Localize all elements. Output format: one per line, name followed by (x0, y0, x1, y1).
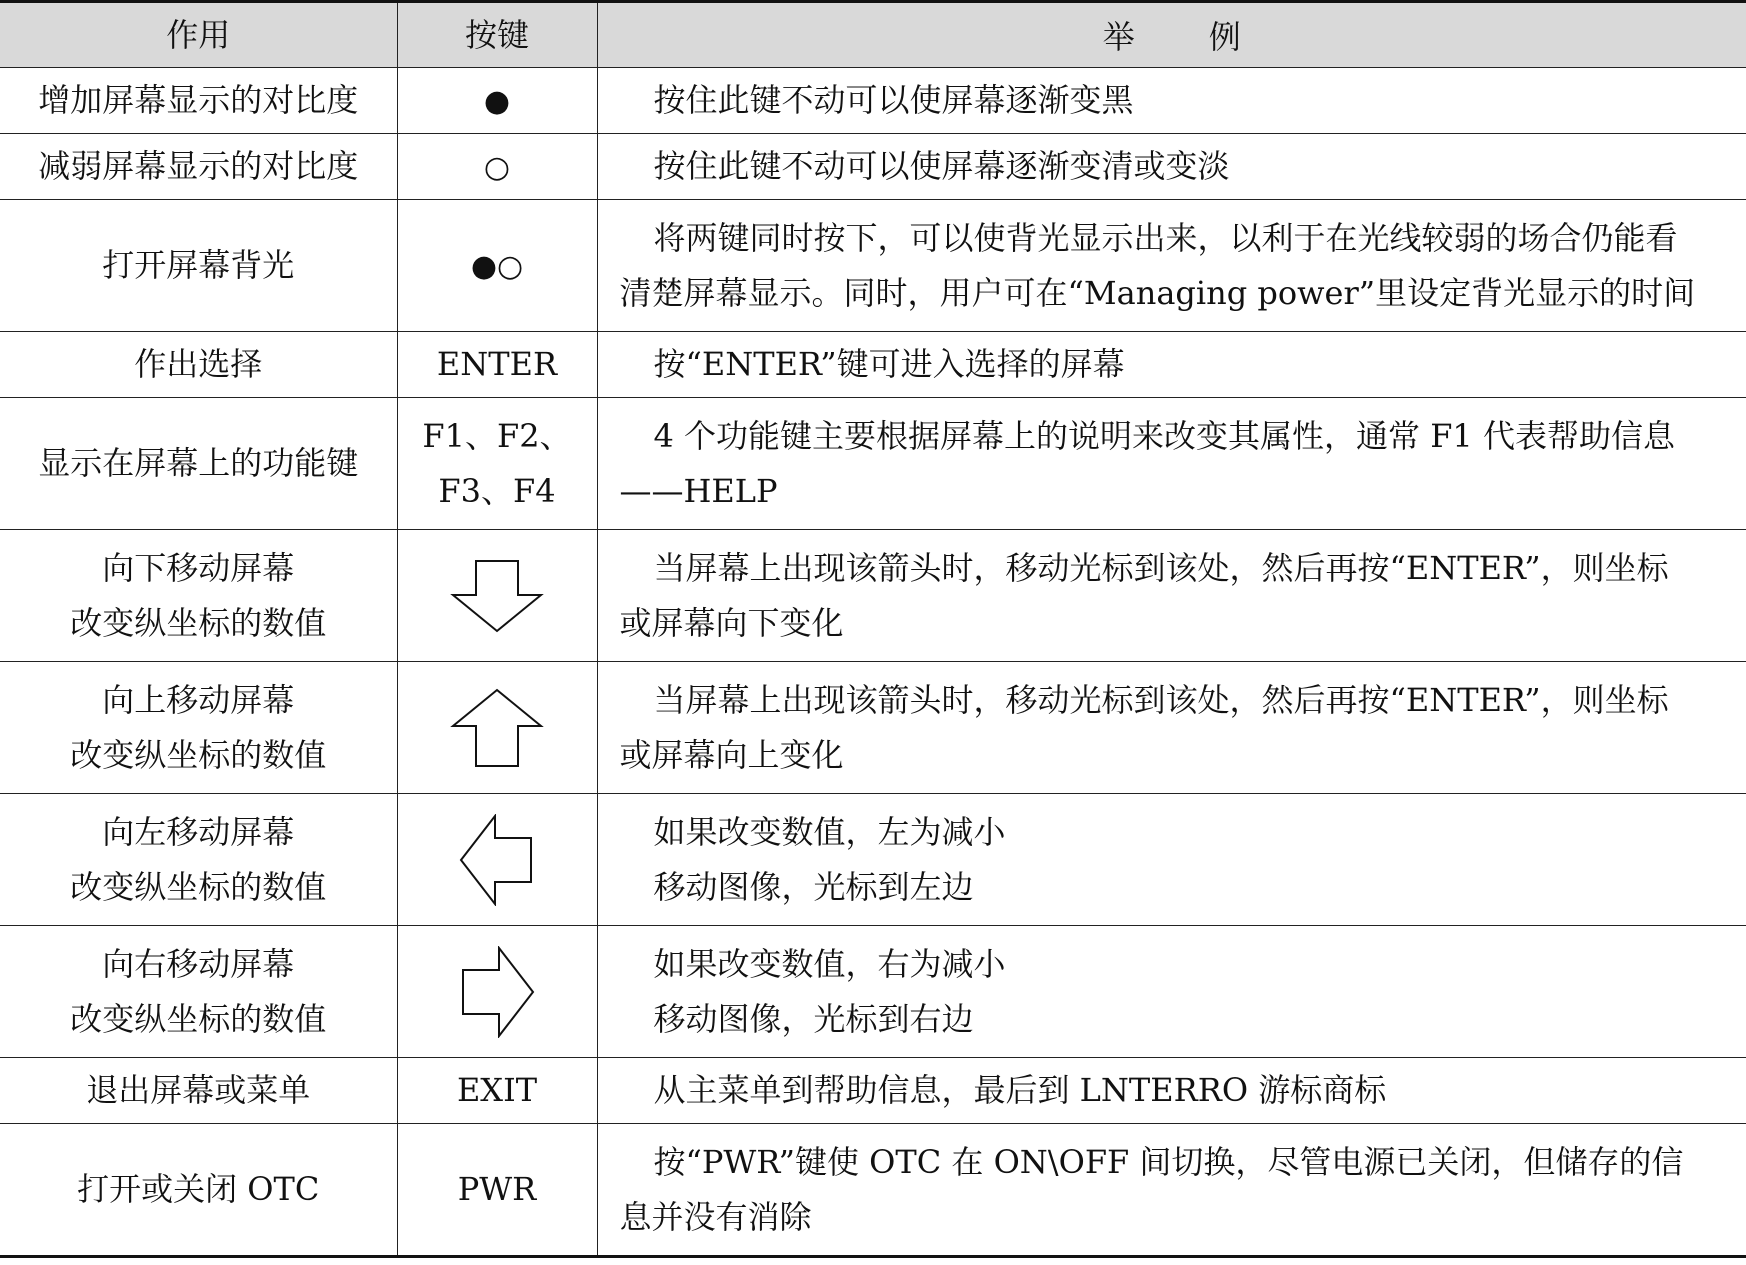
function-text: 打开屏幕背光 (102, 246, 295, 284)
table-row (0, 398, 1746, 530)
function-text-line-2: 改变纵坐标的数值 (70, 603, 327, 642)
function-cell (0, 662, 397, 794)
function-cell (0, 68, 397, 134)
key-cell (397, 926, 597, 1058)
example-text-line-2: 息并没有消除 (619, 1197, 812, 1236)
example-cell (597, 68, 1746, 134)
function-keys-line-2: F3、F4 (438, 471, 556, 510)
header-key: 按键 (397, 2, 597, 68)
function-text: 退出屏幕或菜单 (86, 1071, 311, 1109)
example-cell (597, 530, 1746, 662)
example-text-line-2: 移动图像，光标到右边 (653, 999, 974, 1038)
function-cell (0, 1124, 397, 1257)
pwr-key-label: PWR (457, 1170, 537, 1208)
example-cell (597, 134, 1746, 200)
header-function: 作用 (0, 2, 397, 68)
filled-circle-icon: ● (483, 83, 511, 119)
table-row (0, 1124, 1746, 1257)
example-cell (597, 398, 1746, 530)
example-text-line-1: 按“PWR”键使 OTC 在 ON\OFF 间切换，尽管电源已关闭，但储存的信 (653, 1142, 1684, 1181)
key-cell (397, 1058, 597, 1124)
function-text: 作出选择 (134, 345, 263, 383)
filled-and-hollow-circle-icon: ●○ (470, 248, 524, 284)
example-text: 按“ENTER”键可进入选择的屏幕 (653, 345, 1125, 383)
table-row (0, 68, 1746, 134)
example-text-line-1: 当屏幕上出现该箭头时，移动光标到该处，然后再按“ENTER”，则坐标 (653, 680, 1669, 719)
function-text-line-1: 向下移动屏幕 (102, 548, 295, 587)
table-row (0, 200, 1746, 332)
example-text-line-1: 如果改变数值，右为减小 (653, 944, 1006, 983)
table-row (0, 662, 1746, 794)
example-text-line-2: 或屏幕向上变化 (619, 735, 844, 774)
key-cell (397, 68, 597, 134)
example-cell (597, 1124, 1746, 1257)
key-cell (397, 200, 597, 332)
table-row (0, 794, 1746, 926)
example-text-line-2: 或屏幕向下变化 (619, 603, 844, 642)
example-cell (597, 926, 1746, 1058)
header-example (597, 2, 1746, 68)
table-header-row (0, 2, 1746, 68)
hollow-circle-icon: ○ (483, 149, 511, 185)
example-cell (597, 332, 1746, 398)
function-text-line-1: 向上移动屏幕 (102, 680, 295, 719)
function-text: 增加屏幕显示的对比度 (38, 81, 359, 119)
function-text-line-2: 改变纵坐标的数值 (70, 867, 327, 906)
table-row (0, 332, 1746, 398)
example-text: 从主菜单到帮助信息，最后到 LNTERRO 游标商标 (653, 1071, 1387, 1109)
arrow-right-icon (459, 946, 535, 1038)
example-cell (597, 794, 1746, 926)
key-cell (397, 332, 597, 398)
function-keys-line-1: F1、F2、 (422, 416, 572, 455)
key-cell (397, 662, 597, 794)
example-text-line-1: 如果改变数值，左为减小 (653, 812, 1006, 851)
example-text-line-2: 移动图像，光标到左边 (653, 867, 974, 906)
function-cell (0, 530, 397, 662)
key-cell (397, 134, 597, 200)
example-cell (597, 1058, 1746, 1124)
example-text-line-2: ——HELP (619, 471, 778, 510)
function-text-line-1: 向右移动屏幕 (102, 944, 295, 983)
table-row (0, 1058, 1746, 1124)
arrow-up-icon (449, 688, 545, 768)
function-cell (0, 926, 397, 1058)
function-cell (0, 398, 397, 530)
function-cell (0, 332, 397, 398)
function-text: 打开或关闭 OTC (77, 1170, 320, 1208)
function-text-line-2: 改变纵坐标的数值 (70, 999, 327, 1038)
table-row (0, 926, 1746, 1058)
key-cell (397, 794, 597, 926)
example-cell (597, 662, 1746, 794)
table-row (0, 134, 1746, 200)
example-text-line-2: 清楚屏幕显示。同时，用户可在“Managing power”里设定背光显示的时间 (619, 273, 1696, 312)
key-cell (397, 1124, 597, 1257)
key-cell (397, 530, 597, 662)
example-text-line-1: 当屏幕上出现该箭头时，移动光标到该处，然后再按“ENTER”，则坐标 (653, 548, 1669, 587)
header-example-char-2: 例 (1208, 18, 1241, 56)
example-cell (597, 200, 1746, 332)
example-text-line-1: 将两键同时按下，可以使背光显示出来，以利于在光线较弱的场合仍能看 (653, 218, 1678, 257)
key-cell (397, 398, 597, 530)
function-text: 减弱屏幕显示的对比度 (38, 147, 359, 185)
function-cell (0, 200, 397, 332)
function-text-line-2: 改变纵坐标的数值 (70, 735, 327, 774)
header-example-char-1: 举 (1102, 18, 1135, 56)
exit-key-label: EXIT (456, 1071, 538, 1109)
enter-key-label: ENTER (436, 345, 558, 383)
arrow-left-icon (459, 814, 535, 906)
function-cell (0, 134, 397, 200)
table-row (0, 530, 1746, 662)
function-cell (0, 794, 397, 926)
function-cell (0, 1058, 397, 1124)
function-text: 显示在屏幕上的功能键 (38, 444, 359, 482)
example-text: 按住此键不动可以使屏幕逐渐变清或变淡 (653, 147, 1230, 185)
function-text-line-1: 向左移动屏幕 (102, 812, 295, 851)
example-text-line-1: 4 个功能键主要根据屏幕上的说明来改变其属性，通常 F1 代表帮助信息 (653, 416, 1675, 455)
arrow-down-icon (449, 559, 545, 633)
example-text: 按住此键不动可以使屏幕逐渐变黑 (653, 81, 1134, 119)
